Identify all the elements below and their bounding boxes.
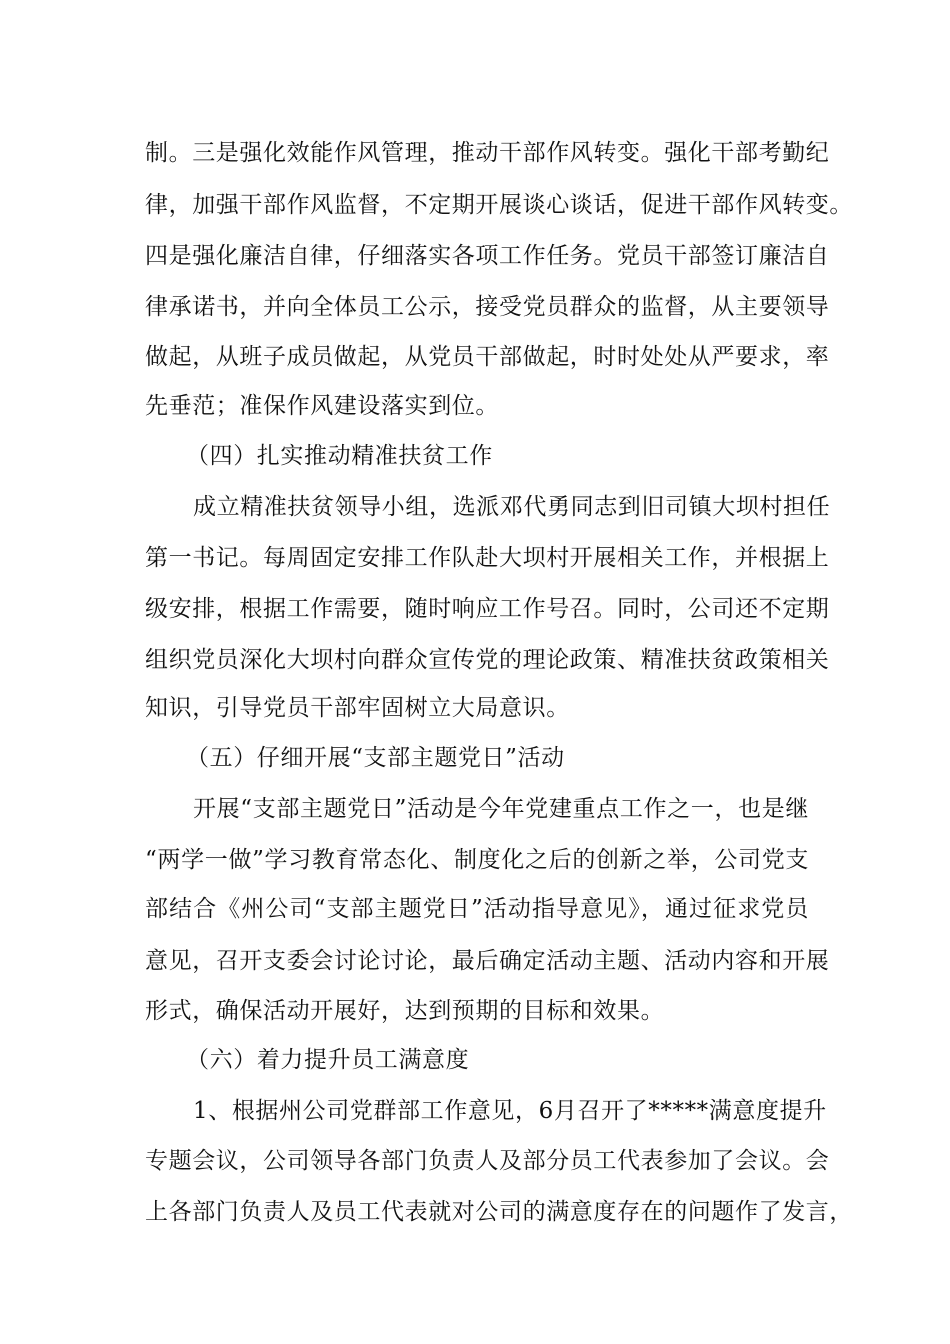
text-line: 专题会议，公司领导各部门负责人及部分员工代表参加了会议。会 (145, 1148, 830, 1174)
section-heading: （四）扎实推动精准扶贫工作 (186, 443, 493, 469)
text-line: 成立精准扶贫领导小组，选派邓代勇同志到旧司镇大坝村担任 (193, 494, 831, 520)
text-line: 先垂范；准保作风建设落实到位。 (145, 393, 499, 419)
text-line: 意见，召开支委会讨论讨论，最后确定活动主题、活动内容和开展 (145, 948, 830, 974)
text-line: 上各部门负责人及员工代表就对公司的满意度存在的问题作了发言， (145, 1199, 853, 1225)
text-line: 律承诺书，并向全体员工公示，接受党员群众的监督，从主要领导 (145, 294, 830, 320)
text-line: “两学一做”学习教育常态化、制度化之后的创新之举，公司党支 (145, 847, 809, 873)
text-line: 知识，引导党员干部牢固树立大局意识。 (145, 695, 570, 721)
text-line: 四是强化廉洁自律，仔细落实各项工作任务。党员干部签订廉洁自 (145, 243, 830, 269)
text-line: 组织党员深化大坝村向群众宣传党的理论政策、精准扶贫政策相关 (145, 647, 830, 673)
section-heading: （六）着力提升员工满意度 (186, 1047, 470, 1073)
text-line: 部结合《州公司“支部主题党日”活动指导意见》，通过征求党员 (145, 896, 809, 922)
text-line: 1、根据州公司党群部工作意见，6月召开了*****满意度提升 (193, 1098, 827, 1124)
text-line: 形式，确保活动开展好，达到预期的目标和效果。 (145, 998, 665, 1024)
text-line: 开展“支部主题党日”活动是今年党建重点工作之一，也是继 (193, 796, 809, 822)
text-line: 做起，从班子成员做起，从党员干部做起，时时处处从严要求，率 (145, 344, 830, 370)
text-line: 级安排，根据工作需要，随时响应工作号召。同时，公司还不定期 (145, 596, 830, 622)
text-line: 律，加强干部作风监督，不定期开展谈心谈话，促进干部作风转变。 (145, 192, 853, 218)
section-heading: （五）仔细开展“支部主题党日”活动 (186, 745, 565, 771)
text-line: 第一书记。每周固定安排工作队赴大坝村开展相关工作，并根据上 (145, 545, 830, 571)
text-line: 制。三是强化效能作风管理，推动干部作风转变。强化干部考勤纪 (145, 140, 830, 166)
